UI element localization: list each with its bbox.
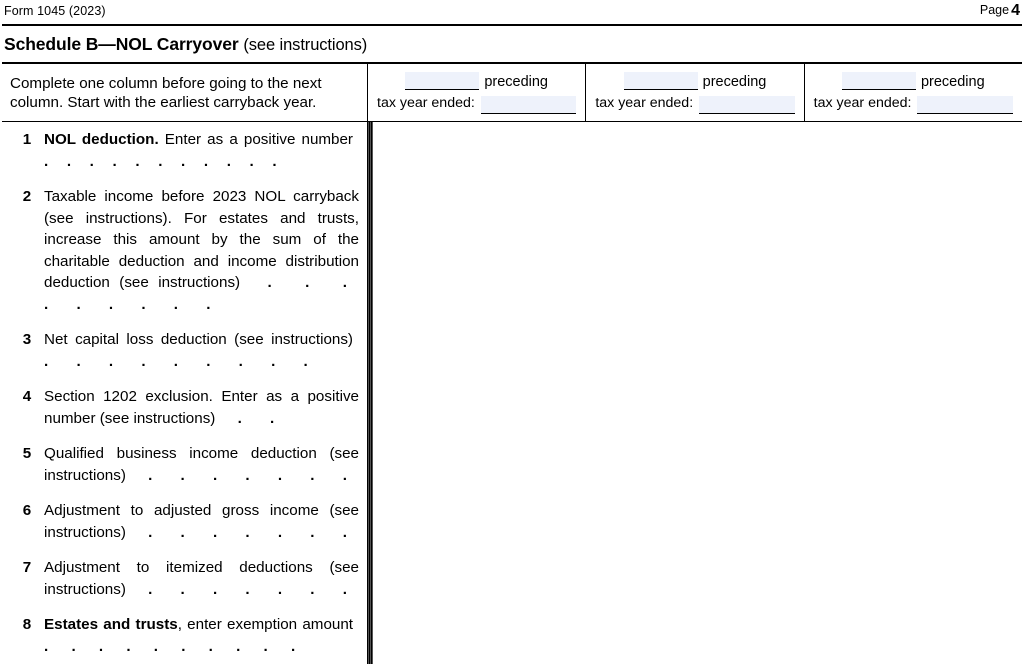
preceding-line-1 (377, 72, 576, 92)
table-row (2, 550, 1022, 607)
amount-group-col-3 (372, 322, 373, 379)
line-description-cell-5 (2, 436, 368, 493)
amount-input-r4-c3a[interactable] (372, 379, 373, 436)
line-text: Adjustment to itemized deductions (see instructions) . . . . . . . (44, 559, 359, 598)
amount-input-r6-c1a[interactable] (368, 493, 369, 550)
line-description-cell-7 (2, 550, 368, 607)
table-header-row (2, 64, 1022, 122)
amount-input-r3-c1a[interactable] (368, 322, 369, 379)
description-column-header (2, 64, 368, 121)
page-label: Page (979, 3, 1010, 17)
tax-year-line-3 (814, 92, 1013, 114)
line-number: 6 (22, 502, 32, 519)
table-row (2, 322, 1022, 379)
amount-input-r5-c3a[interactable] (372, 436, 373, 493)
line-description-cell-8 (2, 607, 368, 664)
line-text: Adjustment to adjusted gross income (see instructions) . . . . . . . (44, 502, 359, 541)
dot-leader: . . (221, 409, 287, 427)
nol-carryover-table (2, 62, 1022, 664)
line-text: NOL deduction. Enter as a positive number . . . . . . . . . . . (44, 131, 353, 170)
amount-input-r7-c1a[interactable] (368, 550, 369, 607)
tax-year-input-2[interactable] (699, 96, 795, 114)
amount-input-r4-c1a[interactable] (368, 379, 369, 436)
year-column-header-2 (586, 64, 804, 121)
table-row (2, 607, 1022, 664)
amount-group-col-3 (372, 122, 373, 179)
schedule-title-bold: Schedule B—NOL Carryover (4, 34, 239, 54)
line-text: Section 1202 exclusion. Enter as a positive number (see instructions) . . (44, 388, 359, 427)
line-number: 2 (22, 188, 32, 205)
shaded-cell-r1-c2 (370, 122, 371, 179)
line-text-emphasis: Estates and trusts (44, 616, 178, 633)
table-row (2, 436, 1022, 493)
amount-group-col-3 (372, 493, 373, 550)
tax-year-label-2: tax year ended: (595, 95, 694, 111)
line-text: Net capital loss deduction (see instructions) . . . . . . . . . (44, 331, 353, 370)
table-row (2, 122, 1022, 179)
table-row (2, 493, 1022, 550)
tax-year-input-3[interactable] (917, 96, 1013, 114)
amount-input-r6-c3a[interactable] (372, 493, 373, 550)
dot-leader: . . . . . . . (131, 466, 359, 484)
preceding-line-2 (595, 72, 794, 92)
ordinal-input-2[interactable] (624, 72, 698, 90)
shaded-cell-r1-c3 (372, 122, 373, 179)
line-text-emphasis: NOL deduction. (44, 131, 159, 148)
shaded-cell-r1-c1 (368, 122, 369, 179)
preceding-label-2: preceding (702, 74, 767, 90)
schedule-title-note: (see instructions) (243, 36, 368, 54)
ordinal-input-1[interactable] (405, 72, 479, 90)
year-column-header-3 (805, 64, 1022, 121)
amount-input-r4-c2a[interactable] (370, 379, 371, 436)
amount-input-r7-c3a[interactable] (372, 550, 373, 607)
amount-group-col-3 (372, 179, 373, 322)
tax-year-line-2 (595, 92, 794, 114)
line-text: Qualified business income deduction (see instructions) . . . . . . . (44, 445, 359, 484)
amount-input-r7-c2a[interactable] (370, 550, 371, 607)
ordinal-input-3[interactable] (842, 72, 916, 90)
tax-year-input-1[interactable] (481, 96, 577, 114)
table-row (2, 179, 1022, 322)
table-row (2, 379, 1022, 436)
amount-input-r8-c1a[interactable] (368, 607, 369, 664)
amount-group-col-3 (372, 379, 373, 436)
line-number: 1 (22, 131, 32, 148)
amount-input-r5-c2a[interactable] (370, 436, 371, 493)
page-number: 4 (1011, 2, 1020, 19)
amount-group-col-3 (372, 607, 373, 664)
amount-input-r8-c2a[interactable] (370, 607, 371, 664)
running-head (0, 0, 1024, 24)
dot-leader: . . . . . . . (131, 580, 359, 598)
table-body (2, 122, 1022, 664)
line-text: Estates and trusts, enter exemption amount . . . . . . . . . . (44, 616, 353, 655)
tax-year-label-3: tax year ended: (813, 95, 912, 111)
dot-leader: . . . . . . . . . (44, 274, 359, 313)
line-number: 7 (22, 559, 32, 576)
schedule-title (0, 26, 1024, 62)
line-description-cell-1 (2, 122, 368, 179)
line-text: Taxable income before 2023 NOL carryback (see instructions). For estates and trusts, increase this amount by the sum of the charitable deduction and income distribution deduction (see instructions) . . . . . . . . . (44, 188, 359, 313)
preceding-line-3 (814, 72, 1013, 92)
tax-year-line-1 (377, 92, 576, 114)
line-number: 5 (22, 445, 32, 462)
amount-input-r2-c3a[interactable] (372, 179, 373, 322)
preceding-label-3: preceding (920, 74, 985, 90)
dot-leader: . . . . . . . . . . . (44, 152, 284, 170)
line-description-cell-2 (2, 179, 368, 322)
dot-leader: . . . . . . . (131, 523, 359, 541)
amount-input-r3-c3a[interactable] (372, 322, 373, 379)
year-column-header-1 (368, 64, 586, 121)
line-description-cell-3 (2, 322, 368, 379)
amount-input-r2-c1a[interactable] (368, 179, 369, 322)
page-indicator (980, 2, 1020, 20)
form-identifier: Form 1045 (2023) (4, 4, 106, 18)
amount-input-r6-c2a[interactable] (370, 493, 371, 550)
amount-input-r3-c2a[interactable] (370, 322, 371, 379)
amount-group-col-3 (372, 550, 373, 607)
amount-input-r2-c2a[interactable] (370, 179, 371, 322)
description-header-text: Complete one column before going to the next column. Start with the earliest carryback year. (10, 75, 322, 111)
dot-leader: . . . . . . . . . . (44, 637, 305, 655)
line-description-cell-4 (2, 379, 368, 436)
preceding-label-1: preceding (484, 74, 548, 90)
line-number: 4 (22, 388, 32, 405)
line-description-cell-6 (2, 493, 368, 550)
line-number: 3 (22, 331, 32, 348)
line-number: 8 (22, 616, 32, 633)
amount-input-r8-c3a[interactable] (372, 607, 373, 664)
dot-leader: . . . . . . . . . (44, 352, 320, 370)
amount-group-col-3 (372, 436, 373, 493)
amount-input-r5-c1a[interactable] (368, 436, 369, 493)
tax-year-label-1: tax year ended: (377, 95, 475, 111)
